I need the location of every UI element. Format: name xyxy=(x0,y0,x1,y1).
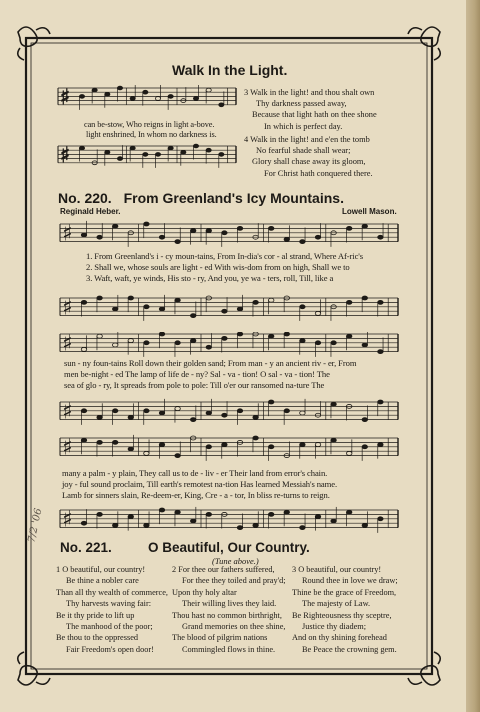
h220-s2-verse3: sea of glo - ry, It spreads from pole to pole: Till o'er our ransomed na-ture The xyxy=(64,380,325,390)
h220-s1-verse2: 2. Shall we, whose souls are light - ed With wis-dom from on high, Shall we to xyxy=(86,262,350,272)
h220-s3-verse3: Lamb for sinners slain, Re-deem-er, King, Cre - a - tor, In bliss re-turns to reign. xyxy=(62,490,330,500)
hymn-number: No. 220. xyxy=(58,190,112,206)
corner-ornament-icon xyxy=(18,652,50,685)
corner-ornament-icon xyxy=(408,27,440,60)
corner-ornament-icon xyxy=(408,652,440,685)
hymn-220-header xyxy=(58,190,344,206)
handwritten-margin-note: 7/2 '06 xyxy=(26,507,45,544)
hymn-title: From Greenland's Icy Mountains. xyxy=(123,190,344,206)
hymn-title-walk-in-the-light: Walk In the Light. xyxy=(172,62,288,78)
svg-text:♯: ♯ xyxy=(62,221,73,247)
walk-verse-4: 4 Walk in the light! and e'en the tomb No fearful shade shall wear; Glory shall chase away its gloom, For Christ hath conquered there. xyxy=(244,135,373,178)
svg-text:♯: ♯ xyxy=(60,84,71,109)
h220-s1-verse1: 1. From Greenland's i - cy moun-tains, From In-dia's cor - al strand, Where Af-ric's xyxy=(86,251,363,261)
h220-s2-verse2: men be-night - ed The lamp of life de - ny? Sal - va - tion! O sal - va - tion! The xyxy=(64,369,330,379)
h220-s2-verse1: sun - ny foun-tains Roll down their golden sand; From man - y an ancient riv - er, From xyxy=(64,358,357,368)
hymn-author: Reginald Heber. xyxy=(60,207,121,216)
svg-text:♯: ♯ xyxy=(62,507,73,533)
corner-ornament-icon xyxy=(18,27,50,60)
tune-note: (Tune above.) xyxy=(212,556,259,566)
h220-s3-verse2: joy - ful sound proclaim, Till earth's remotest na-tion Has learned Messiah's name. xyxy=(62,479,337,489)
walk-lyric-line-1: can be-stow, Who reigns in light a-bove. xyxy=(84,120,215,129)
hymn-composer: Lowell Mason. xyxy=(342,207,397,216)
svg-text:♯: ♯ xyxy=(62,435,73,461)
svg-text:♯: ♯ xyxy=(62,332,73,357)
svg-text:♯: ♯ xyxy=(60,142,71,167)
walk-lyric-line-2: light enshrined, In whom no darkness is. xyxy=(86,130,217,139)
svg-text:♯: ♯ xyxy=(62,295,73,321)
hymn-221-title: O Beautiful, Our Country. xyxy=(148,540,310,555)
h220-s3-verse1: many a palm - y plain, They call us to de - liv - er Their land from error's chain. xyxy=(62,468,328,478)
walk-verse-3: 3 Walk in the light! and thou shalt own Thy darkness passed away, Because that light hath on thee shone In which is perfect day. xyxy=(244,88,377,131)
hymn-221-number: No. 221. xyxy=(60,540,112,555)
page-edge xyxy=(466,0,480,712)
hymn-221-verse-2: 2 For thee our fathers suffered, For thee they toiled and pray'd; Upon thy holy altar Their willing lives they laid. Thou hast no common birthright, Grand memories on thee shine, The blood of pilgrim nations Commingled flows in thine. xyxy=(172,565,286,654)
h220-s1-verse3: 3. Waft, waft, ye winds, His sto - ry, And you, ye wa - ters, roll, Till, like a xyxy=(86,273,334,283)
hymn-221-verse-1: 1 O beautiful, our country! Be thine a nobler care Than all thy wealth of commerce, Thy harvests waving fair: Be it thy pride to lift up The manhood of the poor; Be thou to the oppressed Fair Freedom's open door! xyxy=(56,565,168,654)
hymn-221-verse-3: 3 O beautiful, our country! Round thee in love we draw; Thine be the grace of Freedom, The majesty of Law. Be Righteousness thy sceptre, Justice thy diadem; And on thy shining forehead Be Peace the crowning gem. xyxy=(292,565,398,654)
svg-text:♯: ♯ xyxy=(62,399,73,425)
